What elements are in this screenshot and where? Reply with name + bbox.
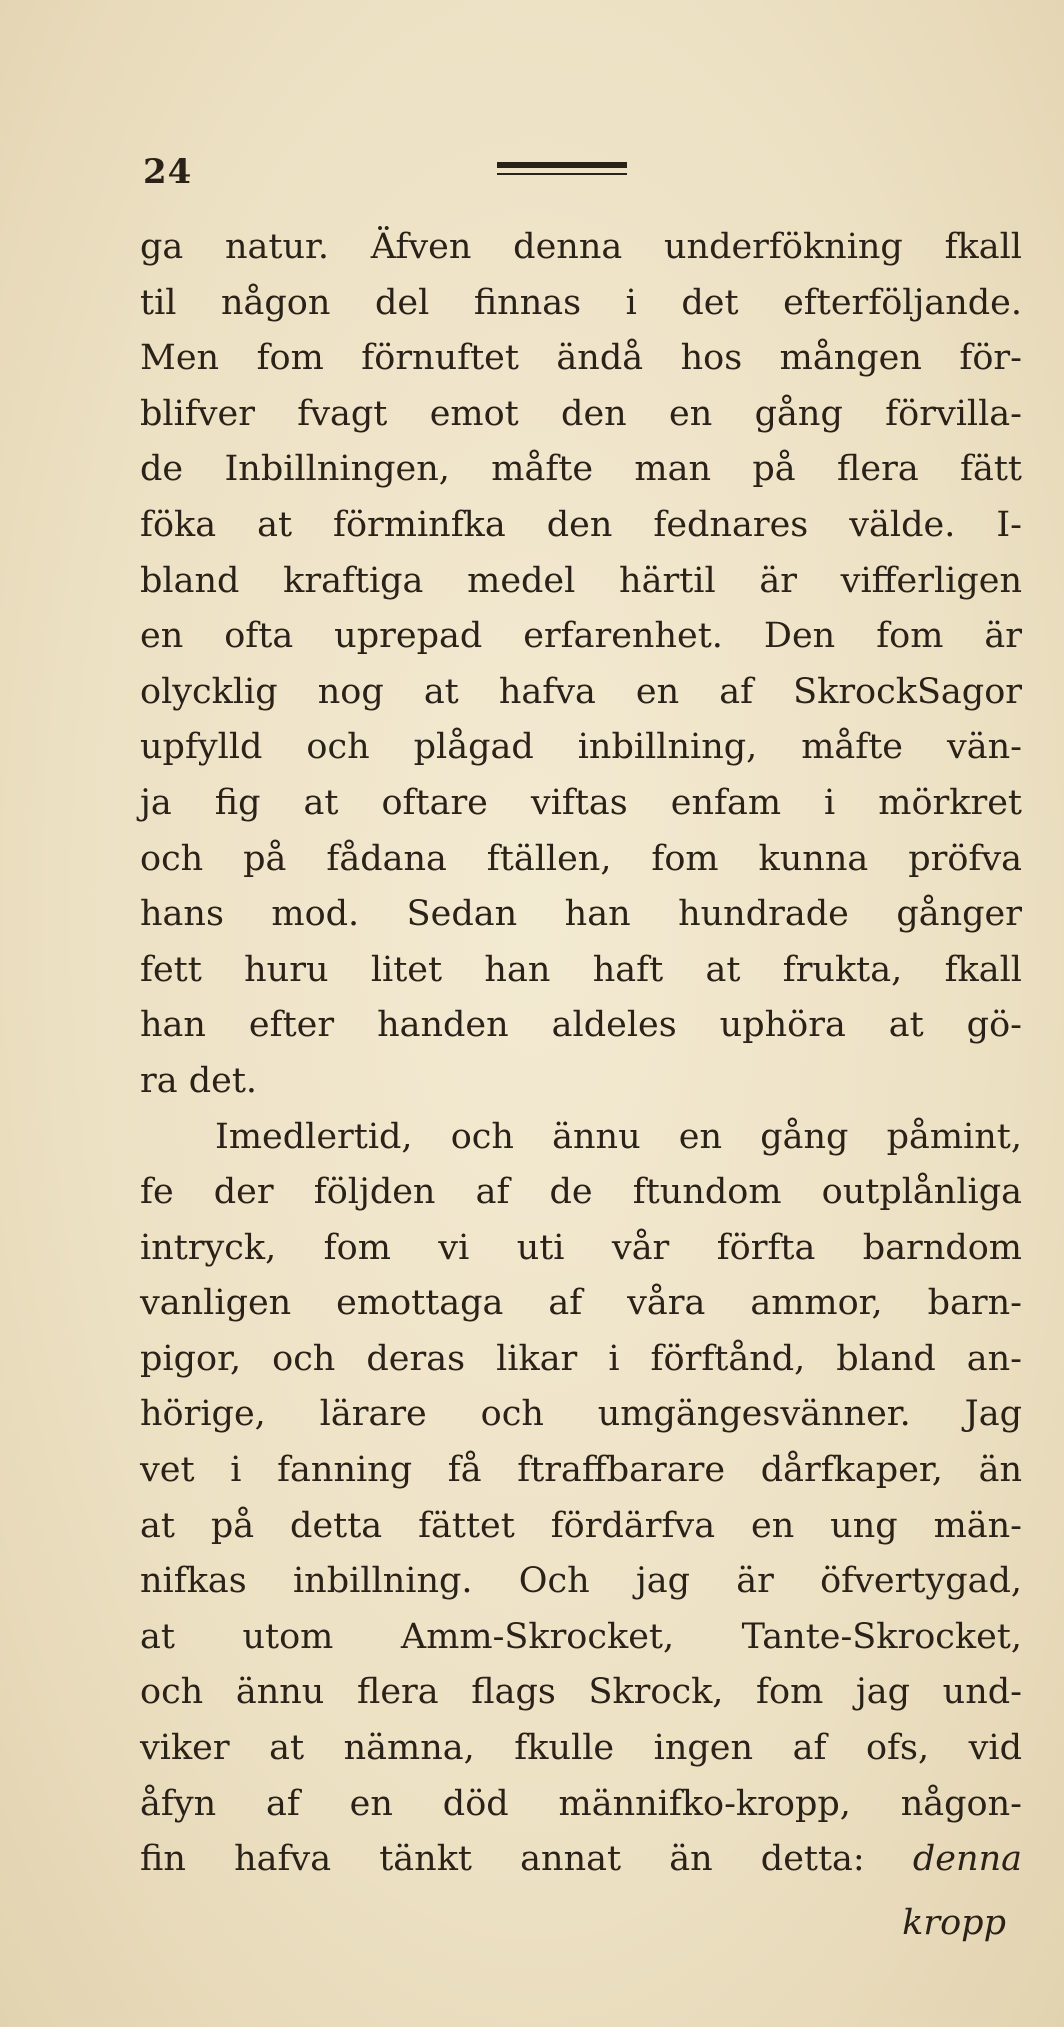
text-line: fett huru litet han haft at frukta, fkall — [140, 949, 1022, 990]
text-line: pigor, och deras likar i förftånd, bland an- — [140, 1338, 1022, 1379]
text-line: intryck, fom vi uti vår förfta barndom — [140, 1227, 1022, 1268]
text-line: fe der följden af de ftundom outplånliga — [140, 1172, 1022, 1213]
header-rule-thick — [497, 162, 627, 168]
text-line: nifkas inbillning. Och jag är öfvertygad, — [140, 1561, 1022, 1602]
catchword: kropp — [902, 1903, 1006, 1943]
text-line: upfylld och plågad inbillning, måfte vän- — [140, 727, 1022, 768]
text-line: at på detta fättet fördärfva en ung män- — [140, 1505, 1022, 1546]
text-line: at utom Amm-Skrocket, Tante-Skrocket, — [140, 1616, 1022, 1657]
header-rule-thin — [497, 173, 627, 175]
page-number: 24 — [143, 152, 193, 192]
text-line: åfyn af en död männifko-kropp, någon- — [140, 1783, 1022, 1824]
text-line: vet i fanning få ftraffbarare dårfkaper, än — [140, 1450, 1022, 1491]
text-line: de Inbillningen, måfte man på flera fätt — [140, 449, 1022, 490]
text-line: ga natur. Äfven denna underfökning fkall — [140, 227, 1022, 267]
text-line: viker at nämna, fkulle ingen af ofs, vid — [140, 1728, 1022, 1769]
text-line: en ofta uprepad erfarenhet. Den fom är — [140, 616, 1022, 657]
text-line: hans mod. Sedan han hundrade gånger — [140, 894, 1022, 935]
last-line-text: fin hafva tänkt annat än detta: — [140, 1839, 865, 1880]
text-line: bland kraftiga medel härtil är vifferligen — [140, 560, 1022, 601]
text-line: Imedlertid, och ännu en gång påmint, — [215, 1116, 1022, 1157]
header-rule — [497, 162, 627, 178]
text-line: han efter handen aldeles uphöra at gö- — [140, 1005, 1022, 1046]
text-line: ra det. — [140, 1060, 258, 1101]
text-line: och på fådana ftällen, fom kunna pröfva — [140, 838, 1022, 879]
text-line: föka at förminfka den fednares välde. I- — [140, 504, 1022, 545]
last-line-italic: denna — [912, 1839, 1022, 1880]
text-line: hörige, lärare och umgängesvänner. Jag — [140, 1394, 1022, 1435]
text-line: ja fig at oftare viftas enfam i mörkret — [140, 782, 1022, 823]
text-line: och ännu flera flags Skrock, fom jag und- — [140, 1672, 1022, 1713]
text-line: Men fom förnuftet ändå hos mången för- — [140, 338, 1022, 379]
text-line: blifver fvagt emot den en gång förvilla- — [140, 393, 1022, 434]
text-line: til någon del finnas i det efterföljande. — [140, 282, 1022, 323]
text-line-last — [140, 1832, 1022, 1888]
text-line: vanligen emottaga af våra ammor, barn- — [140, 1283, 1022, 1324]
text-line: olycklig nog at hafva en af SkrockSagor — [140, 671, 1022, 712]
body-text — [140, 220, 1022, 1888]
